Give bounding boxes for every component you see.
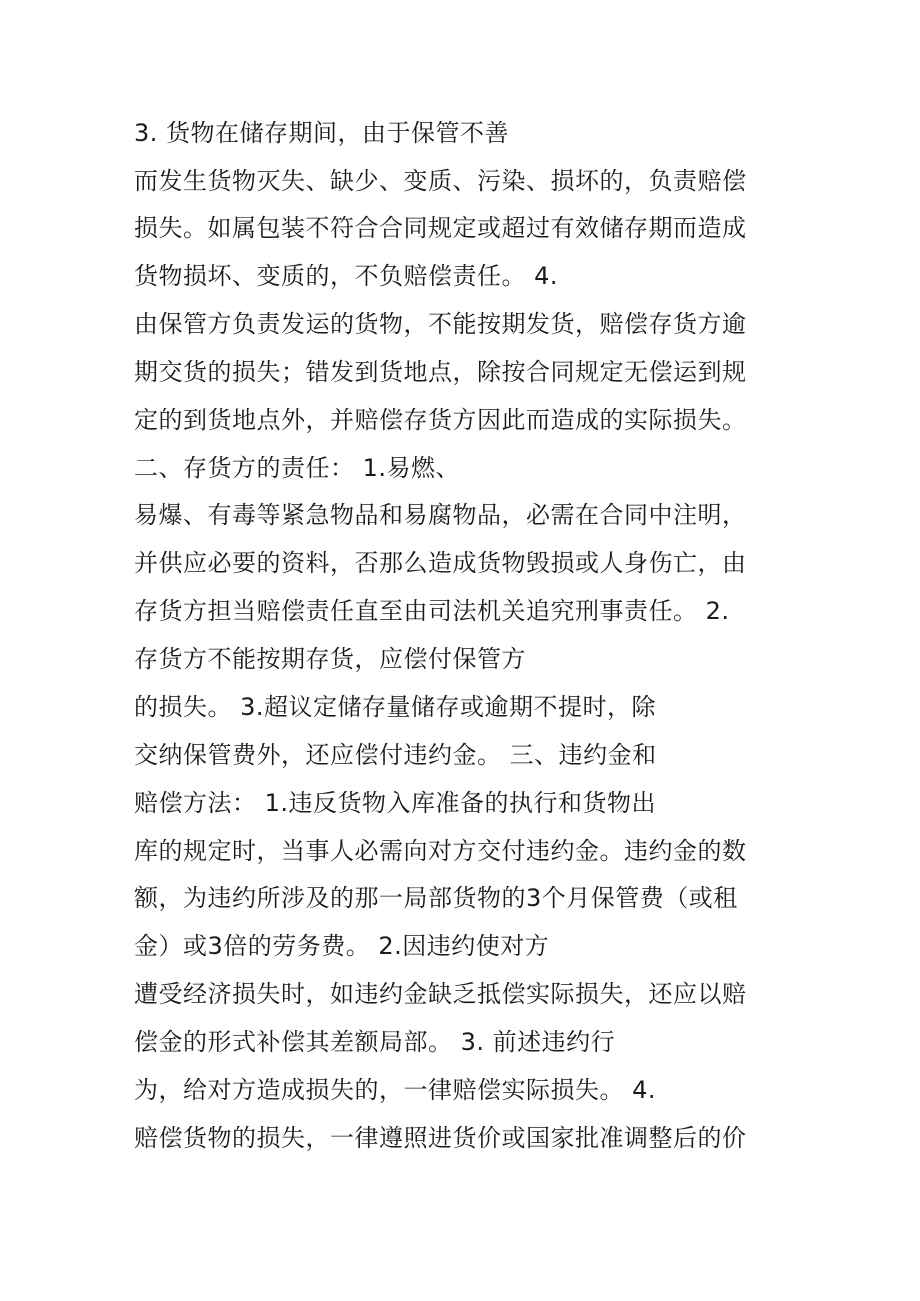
text-line: 由保管方负责发运的货物，不能按期发货，赔偿存货方逾	[134, 310, 747, 338]
text-line: 3. 货物在储存期间，由于保管不善	[134, 119, 510, 147]
text-line: 为，给对方造成损失的，一律赔偿实际损失。 4.	[134, 1076, 657, 1104]
text-line: 易爆、有毒等紧急物品和易腐物品，必需在合同中注明，	[134, 501, 747, 529]
text-line: 赔偿方法： 1.违反货物入库准备的执行和货物出	[134, 789, 657, 817]
text-line: 定的到货地点外，并赔偿存货方因此而造成的实际损失。	[134, 406, 747, 434]
text-line: 金）或3倍的劳务费。 2.因违约使对方	[134, 932, 550, 960]
text-line: 额，为违约所涉及的那一局部货物的3个月保管费（或租	[134, 884, 738, 912]
text-line: 而发生货物灭失、缺少、变质、污染、损坏的，负责赔偿	[134, 167, 747, 195]
text-line: 二、存货方的责任： 1.易燃、	[134, 454, 461, 482]
text-line: 损失。如属包装不符合合同规定或超过有效储存期而造成	[134, 214, 747, 242]
text-line: 库的规定时，当事人必需向对方交付违约金。违约金的数	[134, 837, 747, 865]
text-line: 期交货的损失；错发到货地点，除按合同规定无偿运到规	[134, 358, 747, 386]
text-line: 遭受经济损失时，如违约金缺乏抵偿实际损失，还应以赔	[134, 980, 747, 1008]
text-line: 存货方担当赔偿责任直至由司法机关追究刑事责任。 2.	[134, 597, 730, 625]
text-line: 并供应必要的资料，否那么造成货物毁损或人身伤亡，由	[134, 549, 747, 577]
text-line: 货物损坏、变质的，不负赔偿责任。 4.	[134, 262, 559, 290]
text-line: 存货方不能按期存货，应偿付保管方	[134, 645, 526, 673]
text-line: 赔偿货物的损失，一律遵照进货价或国家批准调整后的价	[134, 1124, 747, 1152]
text-line: 偿金的形式补偿其差额局部。 3. 前述违约行	[134, 1028, 616, 1056]
text-line: 交纳保管费外，还应偿付违约金。 三、违约金和	[134, 741, 657, 769]
text-line: 的损失。 3.超议定储存量储存或逾期不提时，除	[134, 693, 657, 721]
